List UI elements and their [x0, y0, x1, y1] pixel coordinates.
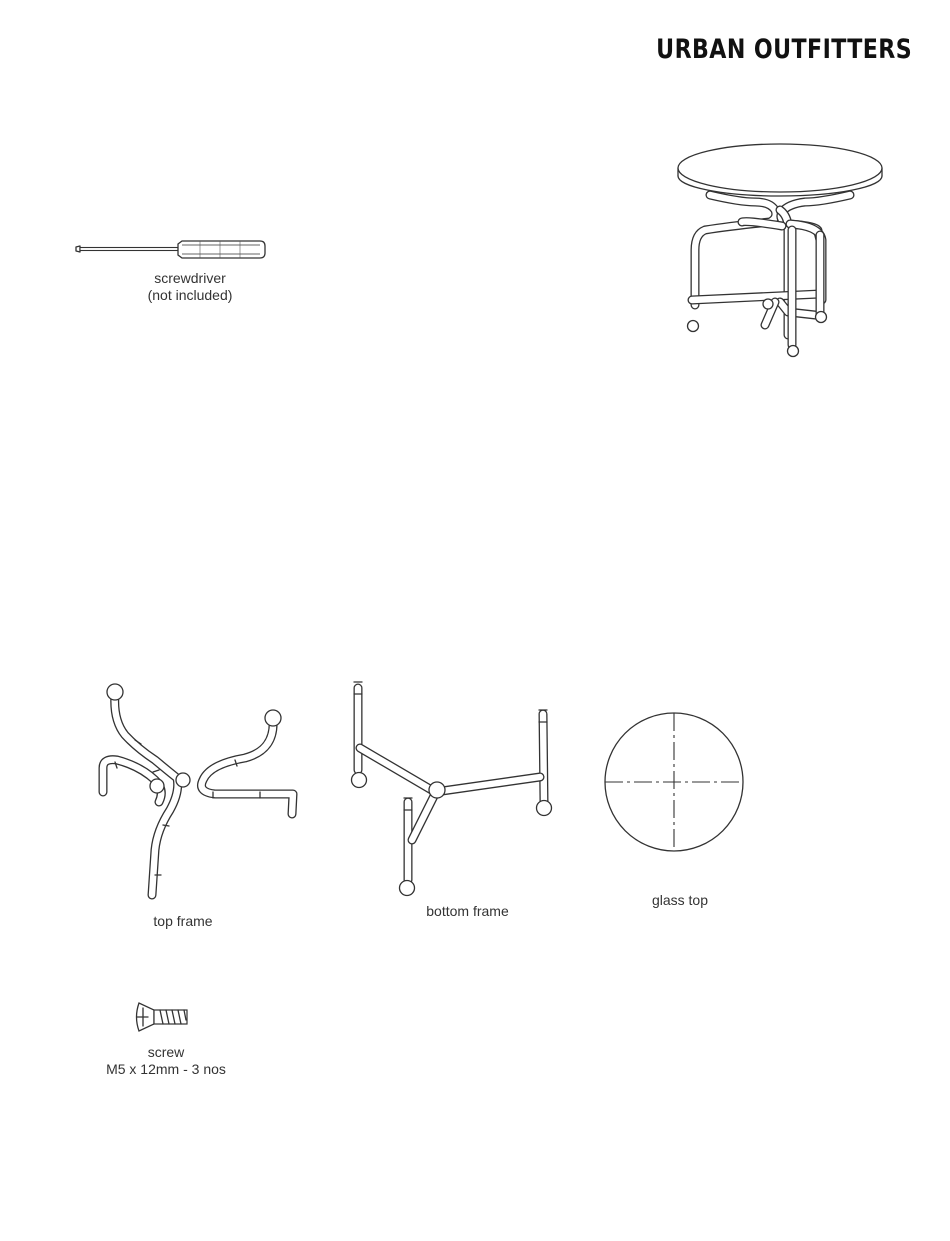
bottom-frame-label: bottom frame [426, 903, 509, 919]
screw-label-line2: M5 x 12mm - 3 nos [106, 1061, 226, 1077]
top-frame-illustration [95, 680, 310, 905]
screw-label [86, 1044, 246, 1078]
bottom-frame-illustration [340, 680, 560, 902]
screw-label-line1: screw [147, 1044, 185, 1060]
glass-top-label: glass top [651, 892, 709, 908]
assembled-table-illustration [670, 140, 890, 365]
screwdriver-label [120, 270, 260, 304]
screw-icon [134, 1000, 192, 1034]
top-frame-label: top frame [153, 913, 213, 929]
screwdriver-icon [70, 230, 270, 270]
screwdriver-label-line1: screwdriver [154, 270, 226, 286]
glass-top-illustration [603, 711, 745, 853]
screwdriver-label-line2: (not included) [147, 287, 233, 303]
brand-logo: URBAN OUTFITTERS [656, 34, 912, 65]
